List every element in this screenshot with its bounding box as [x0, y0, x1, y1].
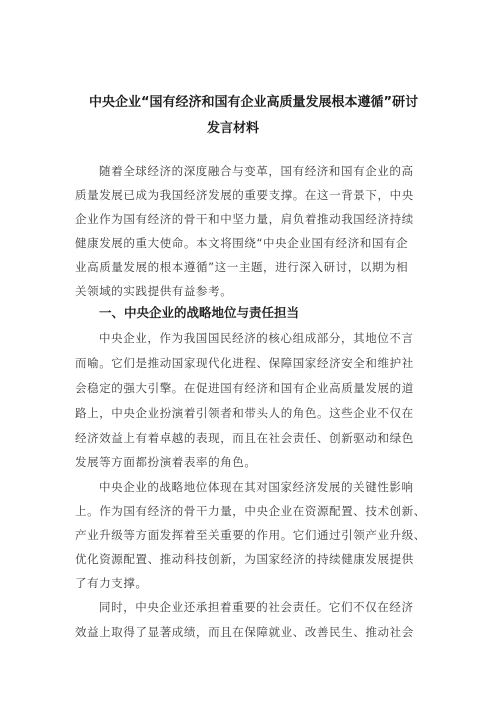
para-2-line: 优化资源配置、推动科技创新，为国家经济的持续健康发展提供: [75, 552, 414, 566]
intro-line: 企业作为国有经济的骨干和中坚力量，肩负着推动我国经济持续: [75, 212, 414, 226]
para-3-line: 效益上取得了显著成绩，而且在保障就业、改善民生、推动社会: [75, 625, 414, 639]
document-title-line-1: 中央企业“国有经济和国有企业高质量发展根本遵循”研讨: [89, 95, 419, 110]
para-1-line: 而喻。它们是推动国家现代化进程、保障国家经济安全和维护社: [75, 356, 414, 370]
intro-line: 业高质量发展的根本遵循”这一主题，进行深入研讨，以期为相: [75, 260, 409, 274]
intro-line: 随着全球经济的深度融合与变革，国有经济和国有企业的高: [99, 164, 414, 178]
document-title-line-2: 发言材料: [207, 121, 260, 136]
para-2-line: 了有力支撑。: [75, 576, 148, 590]
intro-line: 关领域的实践提供有益参考。: [75, 284, 233, 298]
para-1-line: 会稳定的强大引擎。在促进国有经济和国有企业高质量发展的道: [75, 381, 414, 395]
para-1-line: 经济效益上有着卓越的表现，而且在社会责任、创新驱动和绿色: [75, 431, 414, 445]
intro-line: 健康发展的重大使命。本文将围绕“中央企业国有经济和国有企: [75, 236, 409, 250]
para-1-line: 中央企业，作为我国国民经济的核心组成部分，其地位不言: [99, 331, 414, 345]
para-3-line: 同时，中央企业还承担着重要的社会责任。它们不仅在经济: [99, 600, 414, 614]
para-2-line: 上。作为国有经济的骨干力量，中央企业在资源配置、技术创新、: [75, 504, 426, 518]
para-1-line: 路上，中央企业扮演着引领者和带头人的角色。这些企业不仅在: [75, 406, 414, 420]
para-2-line: 中央企业的战略地位体现在其对国家经济发展的关键性影响: [99, 480, 414, 494]
intro-line: 质量发展已成为我国经济发展的重要支撑。在这一背景下，中央: [75, 188, 414, 202]
section-heading: 一、中央企业的战略地位与责任担当: [99, 305, 300, 320]
para-1-line: 发展等方面都扮演着表率的角色。: [75, 455, 257, 469]
para-2-line: 产业升级等方面发挥着至关重要的作用。它们通过引领产业升级、: [75, 528, 426, 542]
